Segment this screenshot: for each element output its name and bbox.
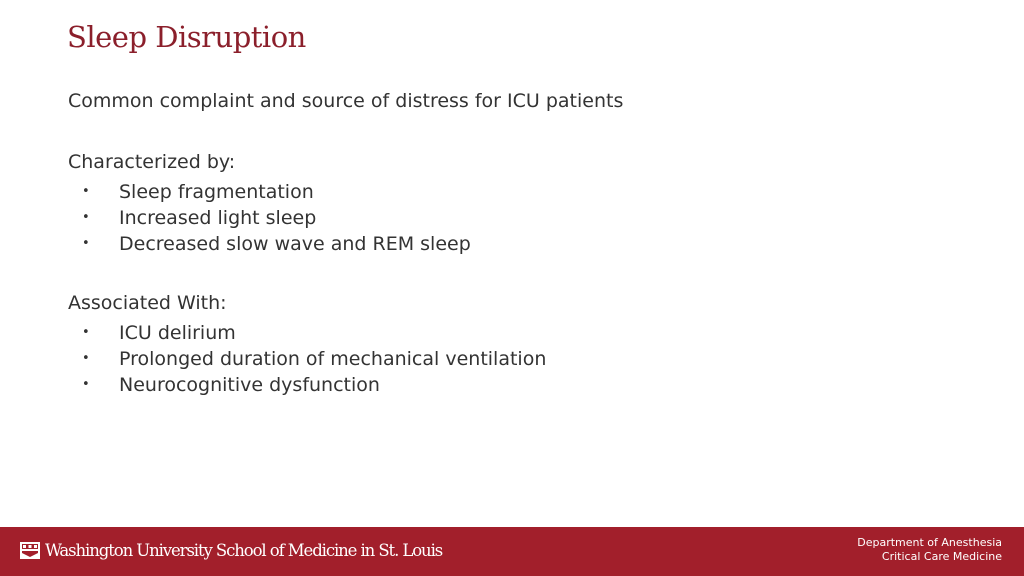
bullet-icon: •: [82, 377, 90, 392]
list-item-text: Sleep fragmentation: [119, 181, 314, 203]
intro-text: Common complaint and source of distress for ICU patients: [68, 90, 624, 112]
associated-heading: Associated With:: [68, 292, 227, 314]
characterized-heading: Characterized by:: [68, 151, 236, 173]
list-item: [68, 372, 546, 398]
bullet-icon: •: [82, 325, 90, 340]
bullet-icon: •: [82, 210, 90, 225]
bullet-icon: •: [82, 236, 90, 251]
list-item-text: Decreased slow wave and REM sleep: [119, 233, 471, 255]
bullet-icon: •: [82, 184, 90, 199]
characterized-section: [68, 149, 471, 257]
bullet-icon: •: [82, 351, 90, 366]
associated-section: [68, 290, 546, 398]
list-item: [68, 346, 546, 372]
university-shield-icon: [20, 542, 40, 559]
school-name: Washington University School of Medicine in St. Louis: [45, 541, 443, 560]
list-item-text: Prolonged duration of mechanical ventilation: [119, 348, 547, 370]
list-item: [68, 179, 471, 205]
slide-title: Sleep Disruption: [67, 20, 306, 54]
list-item: [68, 231, 471, 257]
department-line-1: Department of Anesthesia: [857, 536, 1002, 549]
list-item: [68, 205, 471, 231]
department-line-2: Critical Care Medicine: [881, 550, 1002, 563]
university-logo: [20, 541, 442, 560]
characterized-list: [68, 179, 471, 257]
department-label: [857, 536, 1002, 564]
list-item: [68, 320, 546, 346]
associated-list: [68, 320, 546, 398]
footer-bar: [0, 527, 1024, 576]
list-item-text: ICU delirium: [119, 322, 236, 344]
list-item-text: Increased light sleep: [119, 207, 317, 229]
list-item-text: Neurocognitive dysfunction: [119, 374, 380, 396]
